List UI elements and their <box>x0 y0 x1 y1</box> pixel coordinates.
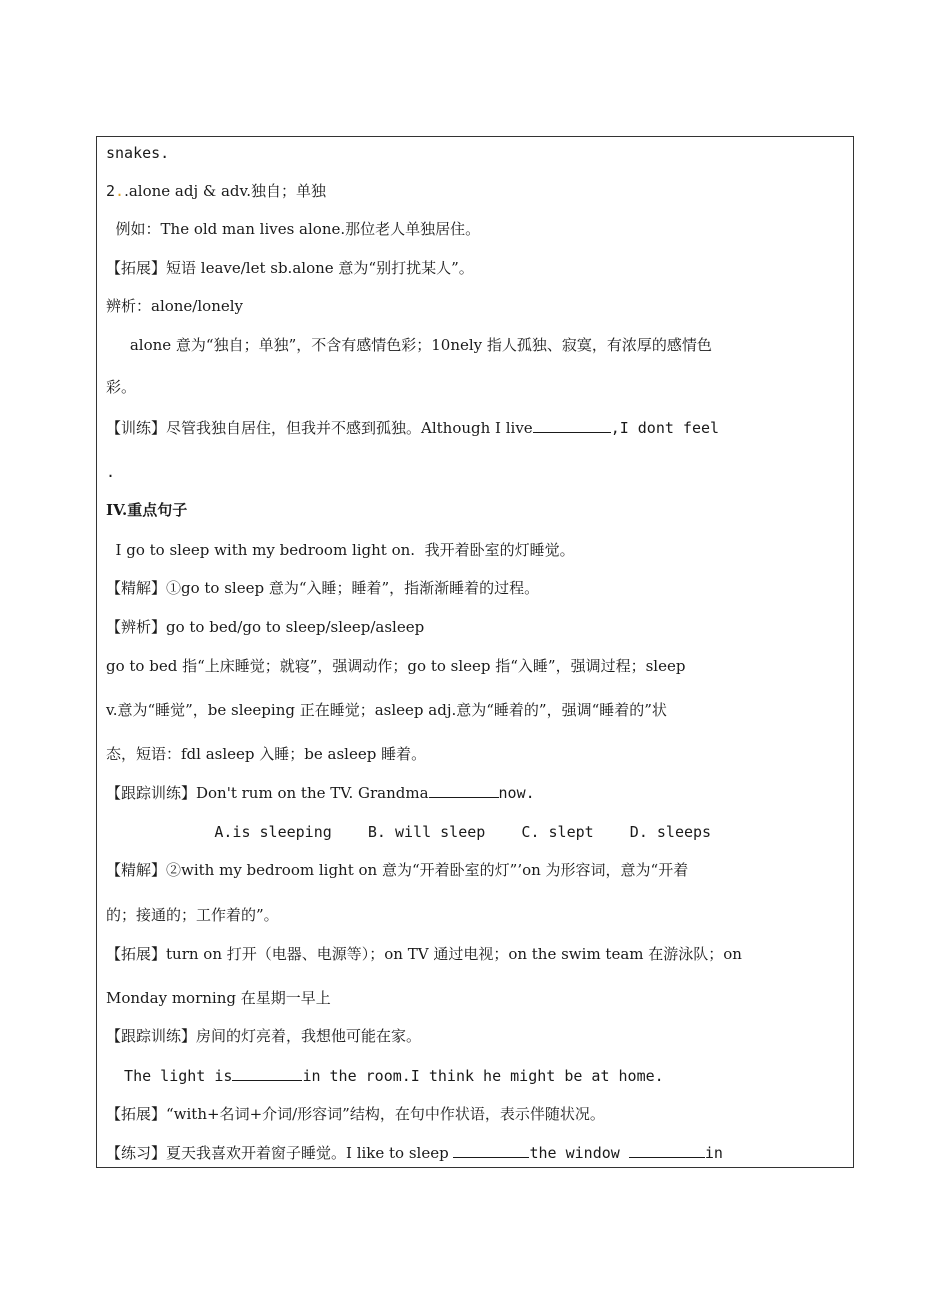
line-text: in <box>704 1144 723 1162</box>
dot-mark: . <box>115 182 125 200</box>
line-text: 【跟踪训练】Don't rum on the TV. Grandma <box>106 784 429 802</box>
line-text: .alone adj & adv.独自；单独 <box>124 182 326 200</box>
text-line-color: 彩。 <box>106 378 137 396</box>
line-text: 【练习】夏天我喜欢开着窗子睡觉。I like to sleep <box>106 1144 454 1162</box>
text-line-training <box>106 418 719 438</box>
text-line-options: A.is sleeping B. will sleep C. slept D. sleeps <box>106 823 712 841</box>
text-line-light-on <box>106 1066 664 1086</box>
text-line-with-structure: 【拓展】“with+名词+介词/形容词”结构，在句中作状语，表示伴随状况。 <box>106 1105 605 1123</box>
content-box <box>96 136 854 1168</box>
text-line-extension-2: 【拓展】turn on 打开（电器、电源等）；on TV 通过电视；on the swim team 在游泳队；on <box>106 945 742 963</box>
text-line-state: 态，短语：fdl asleep 入睡；be asleep 睡着。 <box>106 745 427 763</box>
text-line-period: . <box>106 463 116 481</box>
line-text: 【训练】尽管我独自居住，但我并不感到孤独。Although I live <box>106 419 533 437</box>
text-line-tracking-2: 【跟踪训练】房间的灯亮着，我想他可能在家。 <box>106 1027 422 1045</box>
answer-blank[interactable] <box>629 1143 705 1158</box>
text-line-go-to-bed: go to bed 指“上床睡觉；就寝”，强调动作；go to sleep 指“入睡”，强调过程；sleep <box>106 657 686 675</box>
text-line-extension: 【拓展】短语 leave/let sb.alone 意为“别打扰某人”。 <box>106 259 474 277</box>
line-text: snakes. <box>106 144 170 162</box>
text-line-alone-lonely: alone 意为“独自；单独”，不含有感情色彩；10nely 指人孤独、寂寞，有浓厚的感情色 <box>106 336 712 354</box>
text-line-sleep-v: v.意为“睡觉”，be sleeping 正在睡觉；asleep adj.意为“睡着的”，强调“睡着的”状 <box>106 701 667 719</box>
text-line-alone-def <box>106 181 326 201</box>
text-line-explain-2: 【精解】②with my bedroom light on 意为“开着卧室的灯”’on 为形容词，意为“开着 <box>106 861 689 879</box>
text-line-explain-1: 【精解】①go to sleep 意为“入睡；睡着”，指渐渐睡着的过程。 <box>106 579 540 597</box>
text-line-tracking-1 <box>106 783 535 803</box>
line-text: now. <box>498 784 535 802</box>
section-heading-key-sentences: IV.重点句子 <box>106 501 188 519</box>
text-line-example: 例如：The old man lives alone.那位老人单独居住。 <box>106 220 481 238</box>
text-line-monday: Monday morning 在星期一早上 <box>106 989 331 1007</box>
answer-blank[interactable] <box>533 418 611 433</box>
line-text: ,I dont feel <box>610 419 720 437</box>
line-text: in the room.I think he might be at home. <box>302 1067 664 1085</box>
text-line-distinguish-2: 【辨析】go to bed/go to sleep/sleep/asleep <box>106 618 425 636</box>
item-number: 2 <box>106 182 116 200</box>
text-line-key-sentence: I go to sleep with my bedroom light on. 我开着卧室的灯睡觉。 <box>106 541 575 559</box>
answer-blank[interactable] <box>429 783 499 798</box>
text-line-distinguish: 辨析：alone/lonely <box>106 297 243 315</box>
line-text: the window <box>529 1144 629 1162</box>
text-line-meanings: 的；接通的；工作着的”。 <box>106 906 279 924</box>
line-text: The light is <box>106 1067 233 1085</box>
text-line-practice <box>106 1143 723 1163</box>
answer-blank[interactable] <box>453 1143 529 1158</box>
text-line-snakes <box>106 143 169 163</box>
answer-blank[interactable] <box>232 1066 302 1081</box>
